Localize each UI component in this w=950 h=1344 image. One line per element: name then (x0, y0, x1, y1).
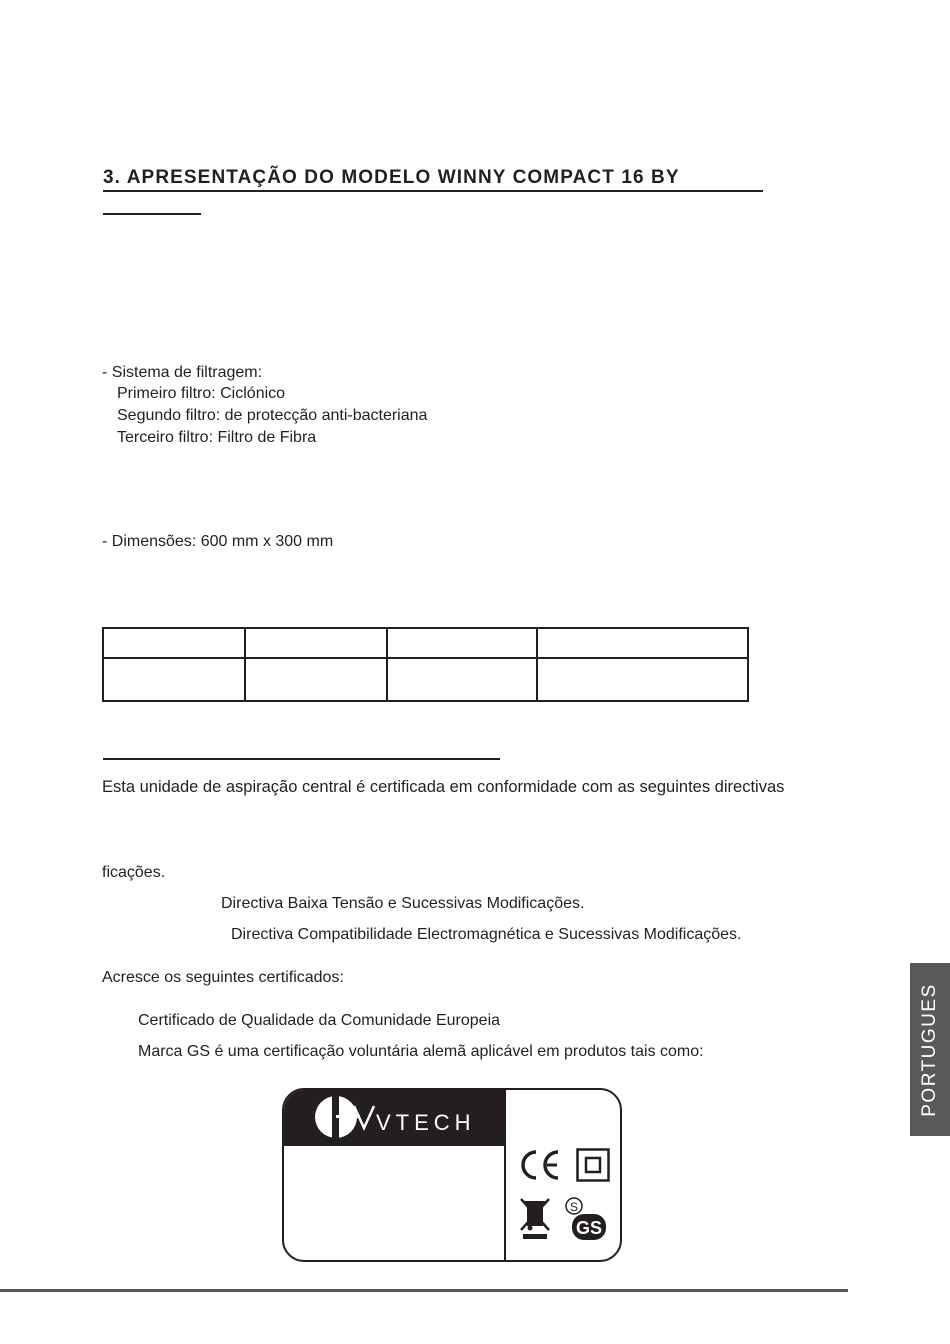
directive-emc: Directiva Compatibilidade Electromagnética e Sucessivas Modificações. (231, 926, 742, 943)
table-cell (245, 658, 387, 701)
table-cell (103, 658, 245, 701)
s-mark-label: S (569, 1200, 579, 1214)
label-vertical-divider (504, 1090, 506, 1260)
gs-mark-label: GS (575, 1218, 603, 1238)
certificate-ce-quality: Certificado de Qualidade da Comunidade Europeia (138, 1012, 501, 1029)
table-row (103, 628, 748, 658)
filtration-item-2: Segundo filtro: de protecção anti-bacteriana (117, 407, 428, 424)
filtration-item-1: Primeiro filtro: Ciclónico (117, 385, 286, 402)
double-insulation-icon (576, 1148, 610, 1182)
gs-mark-icon (562, 1196, 610, 1242)
table-cell (245, 628, 387, 658)
label-header-divider (284, 1144, 504, 1146)
product-label (282, 1088, 622, 1262)
ce-mark-icon (516, 1148, 564, 1182)
section-heading: 3. APRESENTAÇÃO DO MODELO WINNY COMPACT 16 BY (103, 167, 680, 188)
table-cell (103, 628, 245, 658)
section-rule (103, 758, 500, 760)
language-tab-label: PORTUGUES (919, 982, 940, 1117)
directive-low-voltage: Directiva Baixa Tensão e Sucessivas Modificações. (221, 895, 585, 912)
page-bottom-rule (0, 1289, 848, 1292)
table-row (103, 658, 748, 701)
filtration-title: - Sistema de filtragem: (102, 364, 263, 381)
label-header (284, 1090, 504, 1144)
certification-intro: Esta unidade de aspiração central é certificada em conformidade com as seguintes directivas (102, 778, 785, 796)
heading-underline-continuation (103, 213, 201, 215)
dimensions-text: - Dimensões: 600 mm x 300 mm (102, 533, 334, 550)
additional-certificates-title: Acresce os seguintes certificados: (102, 969, 344, 986)
label-brand: VTECH (376, 1110, 476, 1135)
table-cell (387, 628, 537, 658)
table-cell (387, 658, 537, 701)
table-cell (537, 658, 748, 701)
heading-underline (103, 190, 763, 192)
language-side-tab (910, 963, 950, 1136)
certification-continuation: ficações. (102, 864, 166, 881)
certificate-gs-mark: Marca GS é uma certificação voluntária alemã aplicável em produtos tais como: (138, 1043, 704, 1060)
table-cell (537, 628, 748, 658)
spec-table (102, 627, 749, 702)
filtration-item-3: Terceiro filtro: Filtro de Fibra (117, 429, 317, 446)
vtech-logo (284, 1090, 504, 1144)
weee-bin-icon (518, 1196, 552, 1240)
